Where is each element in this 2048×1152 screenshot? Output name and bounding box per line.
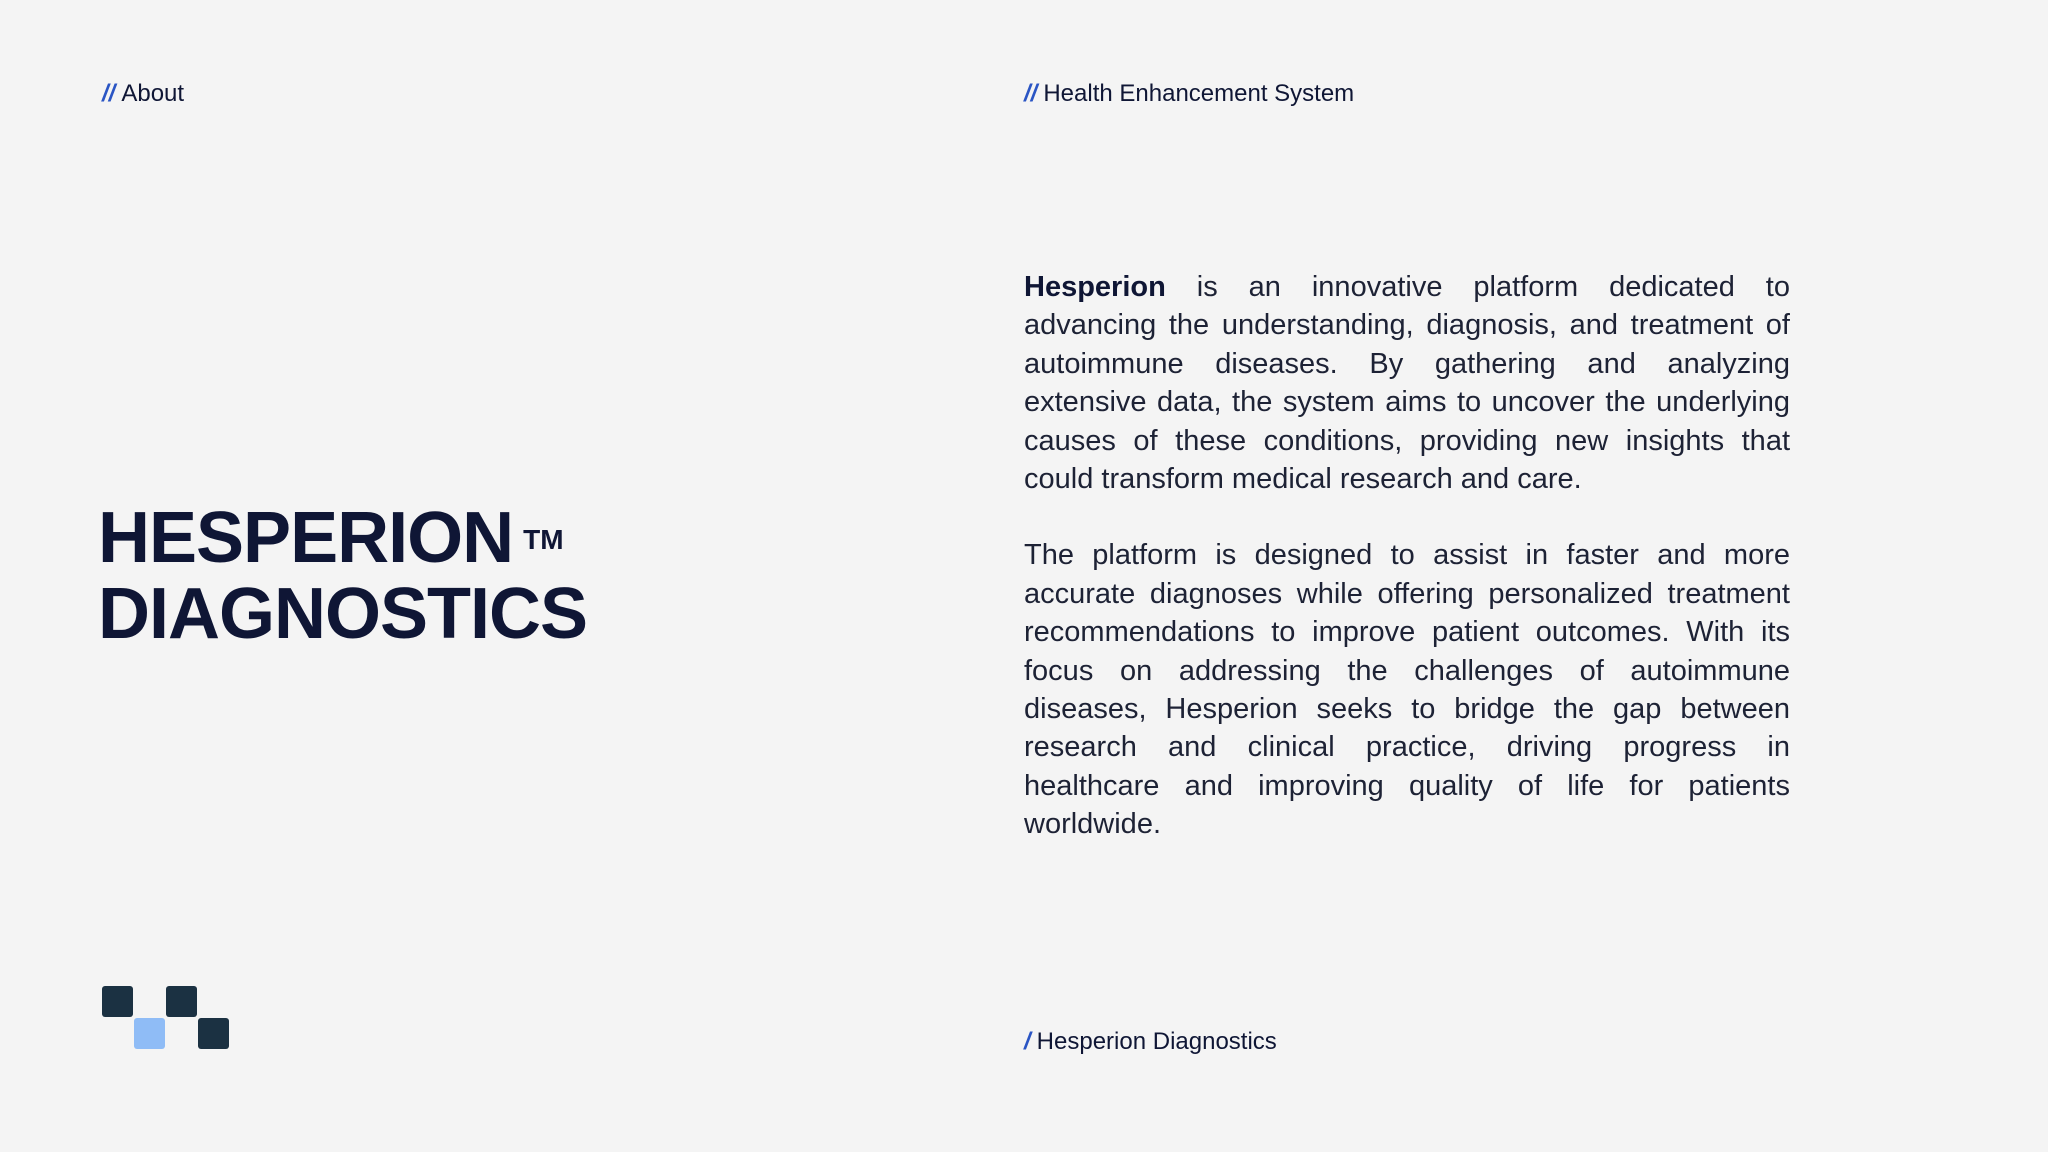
footer-brand-label: Hesperion Diagnostics [1036, 1028, 1277, 1055]
brand-name-bold: Hesperion [1024, 271, 1166, 303]
slash-mark: // [1024, 80, 1038, 107]
logo-square-light [134, 1018, 165, 1049]
section-label-about [102, 78, 184, 110]
footer-label [1024, 1026, 1277, 1058]
logo-square-dark-1 [102, 986, 133, 1017]
description-text [1024, 268, 1790, 844]
page-title [98, 500, 587, 652]
title-word-hesperion: HESPERION [98, 498, 514, 578]
title-line-2: DIAGNOSTICS [98, 574, 588, 654]
description-paragraph-1 [1024, 268, 1790, 498]
logo-square-dark-2 [166, 986, 197, 1017]
checker-squares-icon [102, 986, 230, 1050]
slash-mark: // [102, 80, 116, 107]
section-label-system [1024, 78, 1354, 110]
description-paragraph-2: The platform is designed to assist in faster and more accurate diagnoses while offering personalized treatment recommendations to improve patient outcomes. With its focus on addressing the challenges of autoimmune diseases, Hesperion seeks to bridge the gap between research and clinical practice, driving progress in healthcare and improving quality of life for patients worldwide. [1024, 539, 1790, 841]
slash-mark: / [1024, 1028, 1031, 1055]
trademark-mark: TM [523, 524, 564, 555]
paragraph-1-text: is an innovative platform dedicated to advancing the understanding, diagnosis, and treatment of autoimmune diseases. By gathering and analyzing extensive data, the system aims to uncover the underlying causes of these conditions, providing new insights that could transform medical research and care. [1024, 271, 1790, 496]
about-label: About [121, 80, 185, 107]
title-line-1 [98, 500, 587, 576]
logo-square-dark-3 [198, 1018, 229, 1049]
system-label: Health Enhancement System [1043, 80, 1355, 107]
